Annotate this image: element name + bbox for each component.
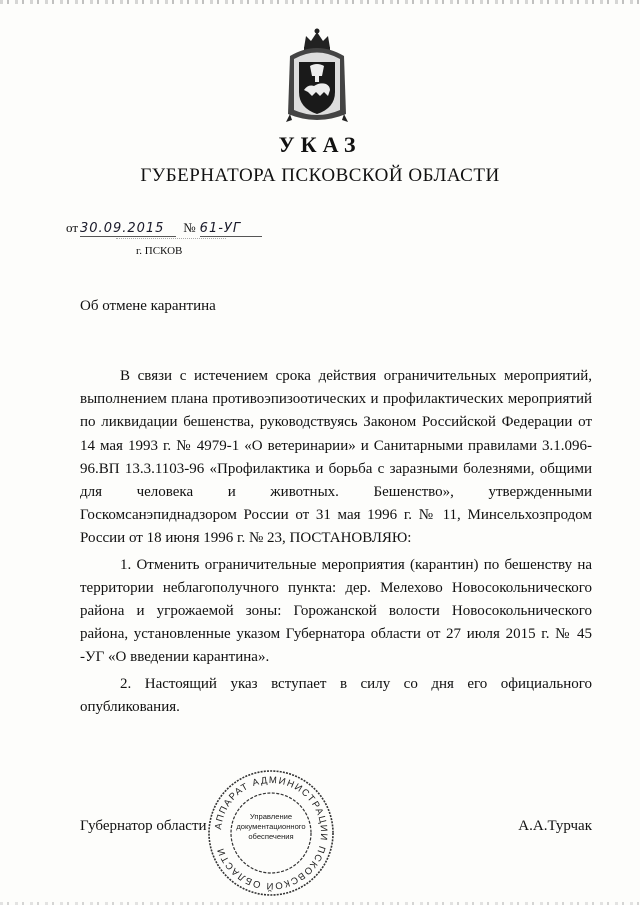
document-subject: Об отмене карантина	[80, 298, 216, 314]
document-body	[80, 365, 592, 719]
scan-edge-top	[0, 0, 640, 4]
signature-position: Губернатор области	[80, 818, 207, 834]
stamp-inner-text: Управление документационного обеспечения	[236, 812, 306, 841]
clause-2-paragraph: 2. Настоящий указ вступает в силу со дня его официального опубликования.	[80, 675, 592, 715]
document-title: УКАЗ	[278, 132, 362, 157]
document-subtitle: ГУБЕРНАТОРА ПСКОВСКОЙ ОБЛАСТИ	[140, 165, 500, 186]
clause-1-paragraph: 1. Отменить ограничительные мероприятия (карантин) по бешенству на территории неблагополучного пункта: дер. Мелехово Новосокольнического района и угрожаемой зоны: Горожанской волости Новосокольнического района, установленные указом Губернатора области от 27 июля 2015 г. № 45 -УГ «О введении карантина».	[80, 556, 592, 666]
preamble-paragraph: В связи с истечением срока действия ограничительных мероприятий, выполнением плана противоэпизоотических и профилактических мероприятий по ликвидации бешенства, руководствуясь Законом Российской Федерации от 14 мая 1993 г. № 4979-1 «О ветеринарии» и Санитарными правилами 3.1.096-96.ВП 13.3.1103-96 «Профилактика и борьба с заразными болезнями, общими для человека и животных. Бешенство», утвержденными Госкомсанэпиднадзором России от 31 мая 1996 г. № 11, Минсельхозпродом России от 18 июня 1996 г. № 23, ПОСТАНОВЛЯЮ:	[80, 368, 592, 547]
date-number-line	[66, 220, 262, 237]
stamp-ring-text: АППАРАТ АДМИНИСТРАЦИИ ПСКОВСКОЙ ОБЛАСТИ	[213, 774, 330, 892]
city: г. ПСКОВ	[136, 245, 216, 257]
date-prefix: от	[66, 220, 79, 235]
signer-name: А.А.Турчак	[518, 818, 592, 834]
handwritten-date: 30.09.2015	[80, 221, 176, 237]
pskov-coat-of-arms-icon	[282, 26, 352, 126]
number-prefix: №	[183, 220, 196, 235]
official-stamp-icon	[206, 768, 336, 898]
handwritten-number: 61-УГ	[200, 221, 262, 237]
